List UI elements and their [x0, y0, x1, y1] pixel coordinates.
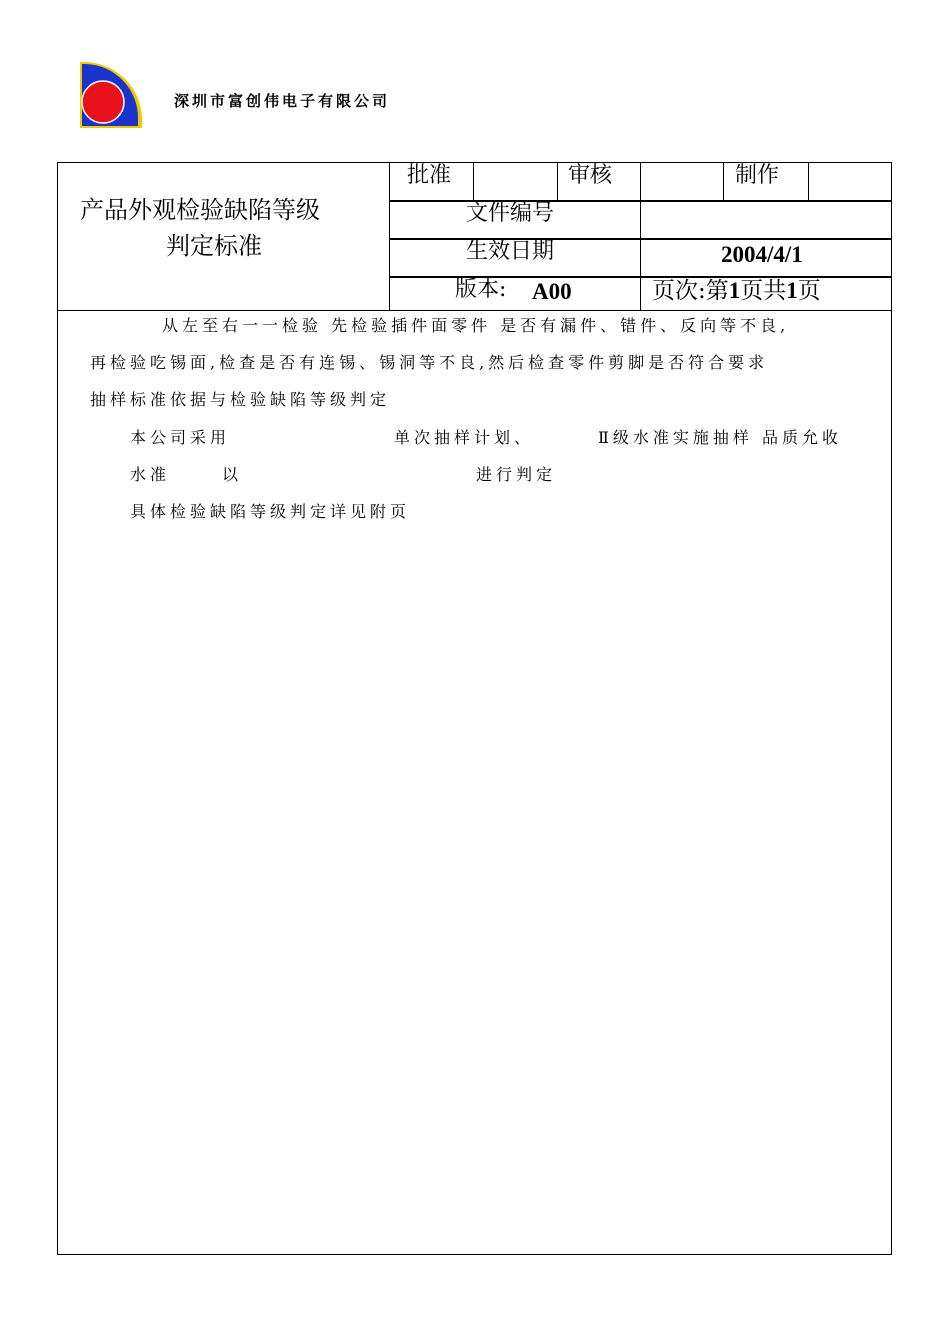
body-line-5c: 进行判定 [476, 465, 557, 484]
grid-line [723, 163, 724, 201]
form-title-line2: 判定标准 [166, 232, 262, 260]
effective-date-value: 2004/4/1 [721, 242, 803, 267]
grid-line [640, 163, 641, 201]
grid-line [389, 163, 390, 311]
page-suffix: 页 [797, 278, 821, 304]
make-label: 制作 [735, 163, 780, 188]
body-line-1: 从左至右一一检验 先检验插件面零件 是否有漏件、错件、反向等不良, [162, 316, 790, 335]
approve-label: 批准 [407, 163, 452, 188]
body-line-5a: 水准 [130, 465, 171, 484]
grid-line [389, 238, 892, 240]
grid-line [389, 200, 892, 202]
logo-red-circle [82, 81, 124, 123]
grid-line [808, 163, 809, 201]
page-mid: 页共 [740, 278, 787, 304]
form-title-line1: 产品外观检验缺陷等级 [80, 196, 320, 224]
review-label: 审核 [568, 163, 613, 188]
body-line-2: 再检验吃锡面,检查是否有连锡、锡洞等不良,然后检查零件剪脚是否符合要求 [90, 353, 769, 372]
page-info [652, 279, 821, 303]
body-line-5b: 以 [222, 465, 243, 484]
version-label: 版本: [455, 277, 507, 302]
doc-no-label: 文件编号 [466, 201, 555, 226]
body-line-3: 抽样标准依据与检验缺陷等级判定 [90, 390, 391, 409]
grid-line [557, 163, 558, 201]
company-logo [76, 60, 144, 130]
body-line-4a: 本公司采用 [130, 428, 231, 447]
effective-date-label: 生效日期 [466, 239, 555, 264]
page-total: 1 [786, 278, 798, 303]
body-line-6: 具体检验缺陷等级判定详见附页 [130, 502, 411, 521]
grid-line [640, 201, 641, 311]
grid-line [473, 163, 474, 201]
company-name: 深圳市富创伟电子有限公司 [174, 92, 391, 110]
body-line-4c: Ⅱ级水准实施抽样 品质允收 [598, 428, 842, 447]
page-label: 页次:第 [652, 278, 729, 304]
version-value: A00 [532, 279, 572, 304]
page-current: 1 [728, 278, 741, 303]
grid-line [57, 310, 892, 311]
body-line-4b: 单次抽样计划、 [394, 428, 535, 447]
